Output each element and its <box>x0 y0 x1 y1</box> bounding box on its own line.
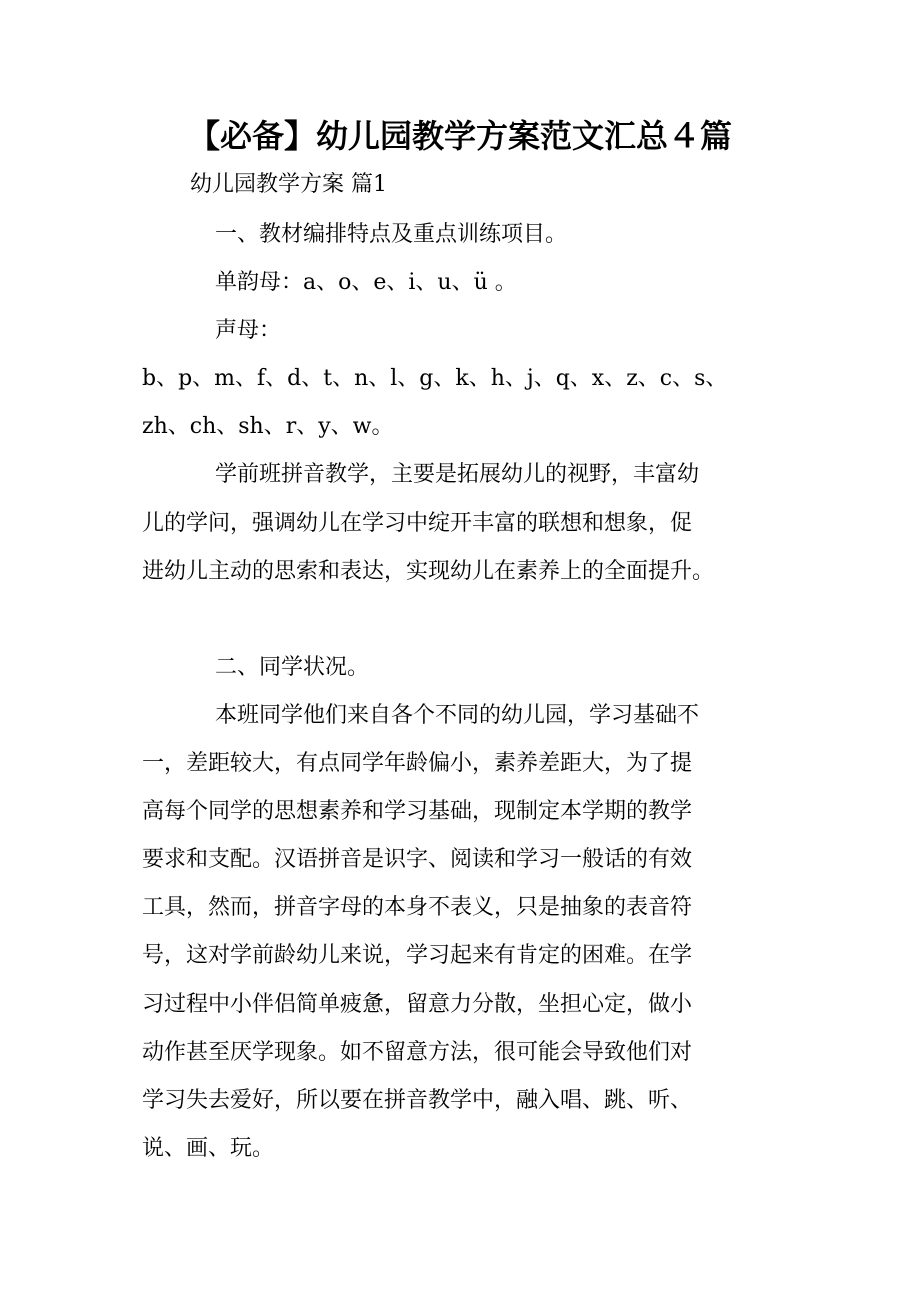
paragraph-line: 工具，然而，拼音字母的本身不表义，只是抽象的表音符 <box>142 895 693 920</box>
paragraph-line: 高每个同学的思想素养和学习基础，现制定本学期的教学 <box>142 799 693 824</box>
paragraph-line: 说、画、玩。 <box>142 1136 275 1161</box>
paragraph-line: 要求和支配。汉语拼音是识字、阅读和学习一般话的有效 <box>142 847 693 872</box>
heading-student-situation: 二、同学状况。 <box>215 655 370 680</box>
initials-label: 声母： <box>215 318 282 343</box>
paragraph-line: 进幼儿主动的思索和表达，实现幼儿在素养上的全面提升。 <box>142 559 715 584</box>
paragraph-line: 学前班拼音教学，主要是拓展幼儿的视野，丰富幼 <box>215 462 700 487</box>
document-title: 【必备】幼儿园教学方案范文汇总４篇 <box>187 117 732 155</box>
paragraph-line: 本班同学他们来自各个不同的幼儿园，学习基础不 <box>215 703 700 728</box>
paragraph-line: 号，这对学前龄幼儿来说，学习起来有肯定的困难。在学 <box>142 943 693 968</box>
initials-list-line-1: b、p、m、f、d、t、n、l、g、k、h、j、q、x、z、c、s、 <box>142 366 728 391</box>
paragraph-line: 学习失去爱好，所以要在拼音教学中，融入唱、跳、听、 <box>142 1088 693 1113</box>
heading-teaching-materials: 一、教材编排特点及重点训练项目。 <box>215 222 568 247</box>
paragraph-line: 儿的学问，强调幼儿在学习中绽开丰富的联想和想象，促 <box>142 511 693 536</box>
initials-list-line-2: zh、ch、sh、r、y、w。 <box>142 414 394 439</box>
single-finals-line: 单韵母：a、o、e、i、u、ü 。 <box>215 270 517 295</box>
paragraph-line: 一，差距较大，有点同学年龄偏小，素养差距大，为了提 <box>142 751 693 776</box>
section-subtitle: 幼儿园教学方案 篇1 <box>190 172 387 197</box>
paragraph-line: 动作甚至厌学现象。如不留意方法，很可能会导致他们对 <box>142 1040 693 1065</box>
paragraph-line: 习过程中小伴侣简单疲惫，留意力分散，坐担心定，做小 <box>142 992 693 1017</box>
